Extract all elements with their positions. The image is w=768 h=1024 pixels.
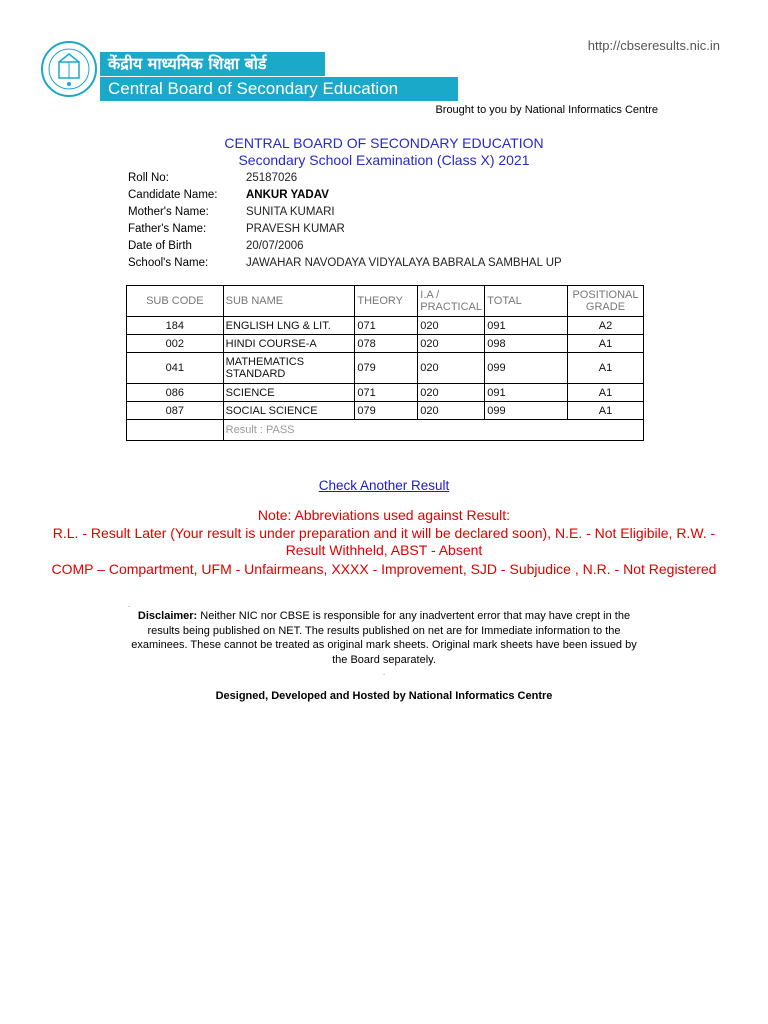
- cell-name: HINDI COURSE-A: [223, 335, 355, 353]
- site-url: http://cbseresults.nic.in: [587, 38, 720, 53]
- result-empty-cell: [127, 420, 224, 441]
- table-row: [127, 353, 644, 384]
- board-heading: CENTRAL BOARD OF SECONDARY EDUCATION: [224, 135, 544, 151]
- cell-name: SCIENCE: [223, 384, 355, 402]
- table-row: [127, 335, 644, 353]
- divider-dot: .: [383, 668, 386, 677]
- table-row: [127, 317, 644, 335]
- result-status: Result : PASS: [223, 420, 643, 441]
- cell-name: ENGLISH LNG & LIT.: [223, 317, 355, 335]
- header-practical: I.A / PRACTICAL: [418, 286, 485, 317]
- cell-name: SOCIAL SCIENCE: [223, 402, 355, 420]
- banner-hindi-title: केंद्रीय माध्यमिक शिक्षा बोर्ड: [100, 52, 325, 76]
- table-row: [127, 384, 644, 402]
- cell-grade: A1: [567, 402, 643, 420]
- detail-value: PRAVESH KUMAR: [246, 223, 345, 235]
- header-sub-code: SUB CODE: [127, 286, 224, 317]
- cell-total: 091: [485, 384, 568, 402]
- cell-practical: 020: [418, 335, 485, 353]
- note-title: Note: Abbreviations used against Result:: [257, 507, 511, 523]
- detail-value: 20/07/2006: [246, 240, 304, 252]
- detail-label: Father's Name:: [128, 223, 207, 235]
- table-row: [127, 402, 644, 420]
- cell-theory: 079: [355, 353, 418, 384]
- cell-grade: A1: [567, 384, 643, 402]
- cell-total: 091: [485, 317, 568, 335]
- detail-row-dob: [128, 238, 562, 255]
- cell-practical: 020: [418, 353, 485, 384]
- cell-total: 099: [485, 353, 568, 384]
- cell-grade: A1: [567, 353, 643, 384]
- detail-label: Candidate Name:: [128, 189, 218, 201]
- cell-code: 002: [127, 335, 224, 353]
- table-header-row: [127, 286, 644, 317]
- detail-value: SUNITA KUMARI: [246, 206, 335, 218]
- detail-label: Date of Birth: [128, 240, 192, 252]
- divider-dot: .: [128, 600, 131, 609]
- marks-table: [126, 285, 644, 441]
- disclaimer-body: Neither NIC nor CBSE is responsible for any inadvertent error that may have crept in the results being published on NET. The results published on net are for Immediate information to the examinees. These cannot be treated as original mark sheets. Original mark sheets have been issued by the Board separately.: [131, 610, 637, 666]
- disclaimer-text: [128, 609, 640, 667]
- exam-heading: Secondary School Examination (Class X) 2021: [238, 152, 530, 168]
- cell-code: 041: [127, 353, 224, 384]
- detail-value: JAWAHAR NAVODAYA VIDYALAYA BABRALA SAMBHAL UP: [246, 257, 562, 269]
- detail-row-father: [128, 221, 562, 238]
- brought-by-text: Brought to you by National Informatics Centre: [435, 104, 658, 116]
- cbse-logo-icon: [40, 40, 98, 98]
- cell-code: 086: [127, 384, 224, 402]
- cell-grade: A1: [567, 335, 643, 353]
- detail-row-school: [128, 255, 562, 272]
- result-row: [127, 420, 644, 441]
- cell-theory: 071: [355, 384, 418, 402]
- check-another-result-link[interactable]: Check Another Result: [318, 478, 450, 493]
- cell-practical: 020: [418, 384, 485, 402]
- detail-row-name: [128, 187, 562, 204]
- detail-value: 25187026: [246, 172, 298, 184]
- detail-row-roll: [128, 170, 562, 187]
- cell-code: 087: [127, 402, 224, 420]
- designed-by-text: Designed, Developed and Hosted by National Informatics Centre: [215, 690, 553, 702]
- cell-theory: 079: [355, 402, 418, 420]
- header-theory: THEORY: [355, 286, 418, 317]
- banner-english-title: Central Board of Secondary Education: [100, 77, 458, 101]
- header-grade: POSITIONAL GRADE: [567, 286, 643, 317]
- detail-label: Mother's Name:: [128, 206, 209, 218]
- cell-practical: 020: [418, 402, 485, 420]
- detail-row-mother: [128, 204, 562, 221]
- detail-value: ANKUR YADAV: [246, 189, 329, 201]
- detail-label: School's Name:: [128, 257, 209, 269]
- cell-theory: 071: [355, 317, 418, 335]
- header-sub-name: SUB NAME: [223, 286, 355, 317]
- note-abbreviations-2: COMP – Compartment, UFM - Unfairmeans, XXXX - Improvement, SJD - Subjudice , N.R. - Not Registered: [51, 561, 717, 577]
- cell-name: MATHEMATICS STANDARD: [223, 353, 355, 384]
- cell-practical: 020: [418, 317, 485, 335]
- note-abbreviations-1: R.L. - Result Later (Your result is under preparation and it will be declared soon), N.E. - Not Eligibile, R.W. - Result Withheld, ABST - Absent: [52, 525, 716, 558]
- cell-code: 184: [127, 317, 224, 335]
- disclaimer-label: Disclaimer:: [137, 610, 198, 622]
- cell-total: 098: [485, 335, 568, 353]
- header-total: TOTAL: [485, 286, 568, 317]
- cell-grade: A2: [567, 317, 643, 335]
- detail-label: Roll No:: [128, 172, 169, 184]
- candidate-details: [128, 170, 562, 272]
- cell-theory: 078: [355, 335, 418, 353]
- cell-total: 099: [485, 402, 568, 420]
